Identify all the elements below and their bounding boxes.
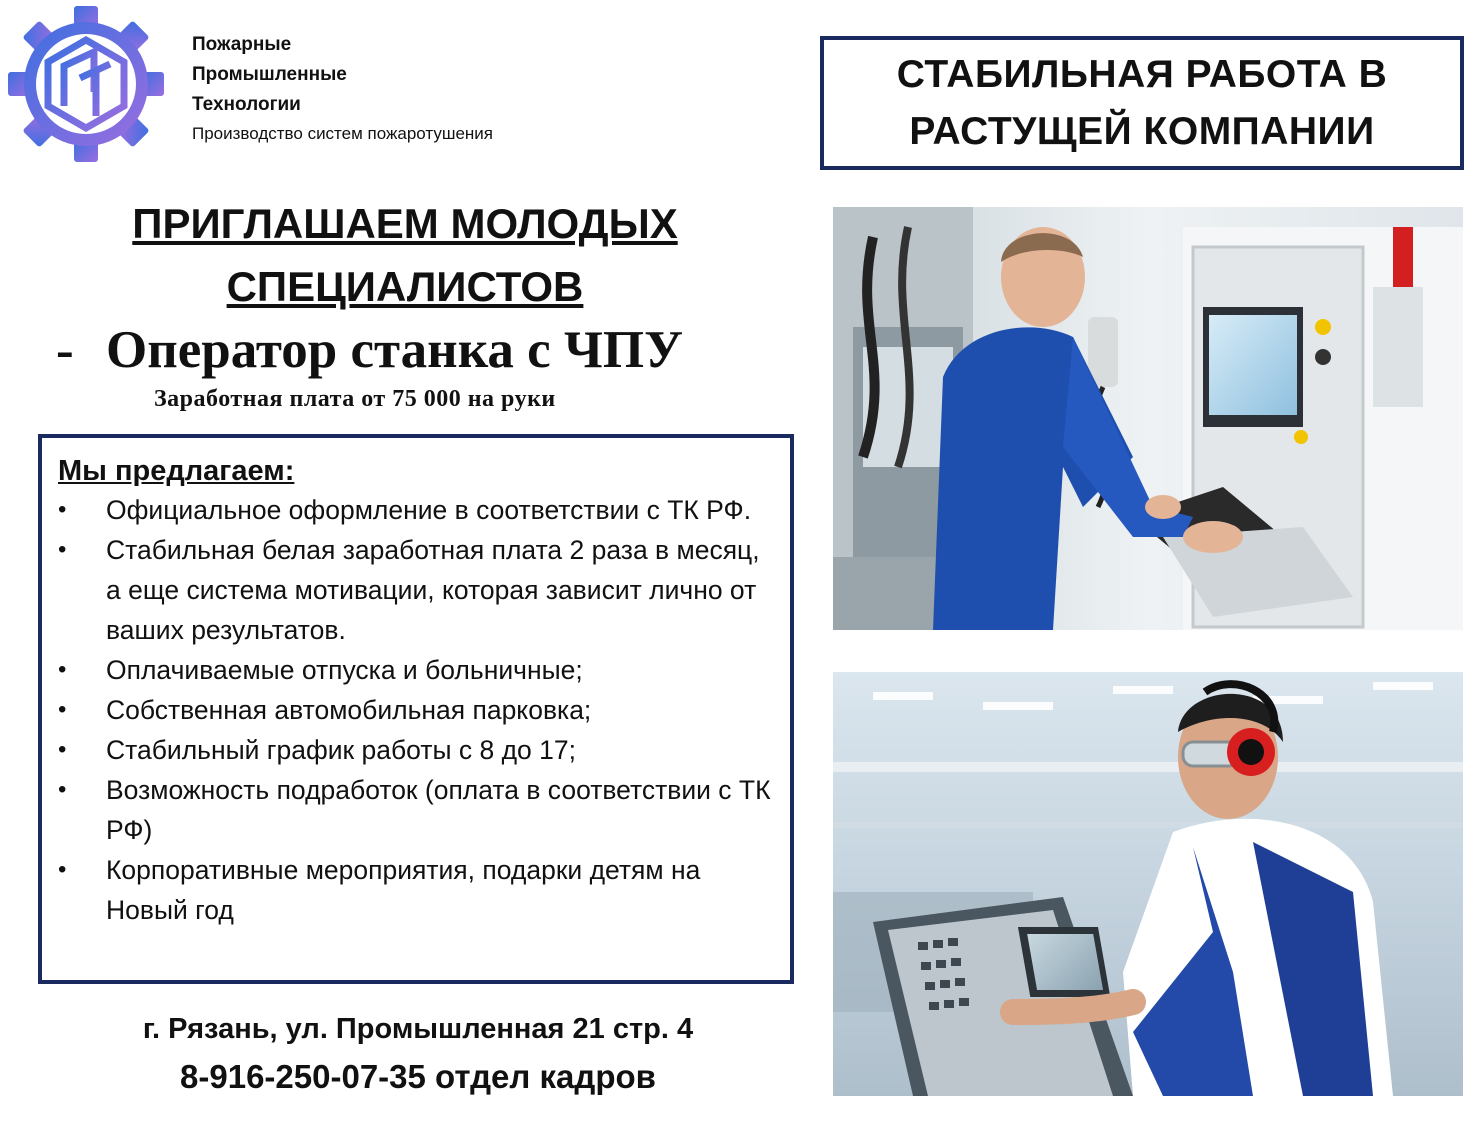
gear-pt-logo-icon — [6, 4, 166, 164]
offer-box — [38, 434, 794, 984]
offer-title: Мы предлагаем: — [58, 455, 295, 487]
offer-item: • Официальное оформление в соответствии с ТК РФ. — [58, 490, 774, 530]
company-tagline: Производство систем пожаротушения — [192, 124, 494, 143]
offer-list — [58, 490, 774, 930]
company-name-line1: Пожарные — [192, 34, 292, 55]
salary-text: Заработная плата от 75 000 на руки — [154, 386, 556, 412]
vacancy-title — [56, 318, 776, 382]
company-name-line2: Промышленные — [192, 64, 347, 85]
company-logo — [6, 4, 166, 164]
offer-item: • Возможность подработок (оплата в соответствии с ТК РФ) — [58, 770, 774, 850]
invite-line2: СПЕЦИАЛИСТОВ — [226, 263, 584, 310]
offer-item: • Собственная автомобильная парковка; — [58, 690, 774, 730]
address-text: г. Рязань, ул. Промышленная 21 стр. 4 — [142, 1013, 694, 1045]
offer-item: • Стабильная белая заработная плата 2 раза в месяц, а еще система мотивации, которая зависит лично от ваших результатов. — [58, 530, 774, 650]
headline-line1: СТАБИЛЬНАЯ РАБОТА В — [896, 53, 1388, 96]
headline-line2: РАСТУЩЕЙ КОМПАНИИ — [909, 110, 1375, 153]
invite-heading — [60, 192, 750, 318]
company-name-block — [192, 30, 493, 148]
offer-item: • Стабильный график работы с 8 до 17; — [58, 730, 774, 770]
vacancy-title-text: Оператор станка с ЧПУ — [106, 321, 683, 379]
company-name-line3: Технологии — [192, 94, 301, 115]
photo-cnc-operator — [833, 207, 1463, 630]
headline-box — [820, 36, 1464, 170]
invite-line1: ПРИГЛАШАЕМ МОЛОДЫХ — [132, 200, 678, 247]
phone-text: 8-916-250-07-35 отдел кадров — [180, 1058, 656, 1095]
offer-item: • Оплачиваемые отпуска и больничные; — [58, 650, 774, 690]
vacancy-dash: - — [56, 321, 74, 379]
offer-item: • Корпоративные мероприятия, подарки детям на Новый год — [58, 850, 774, 930]
photo-factory-worker — [833, 672, 1463, 1096]
